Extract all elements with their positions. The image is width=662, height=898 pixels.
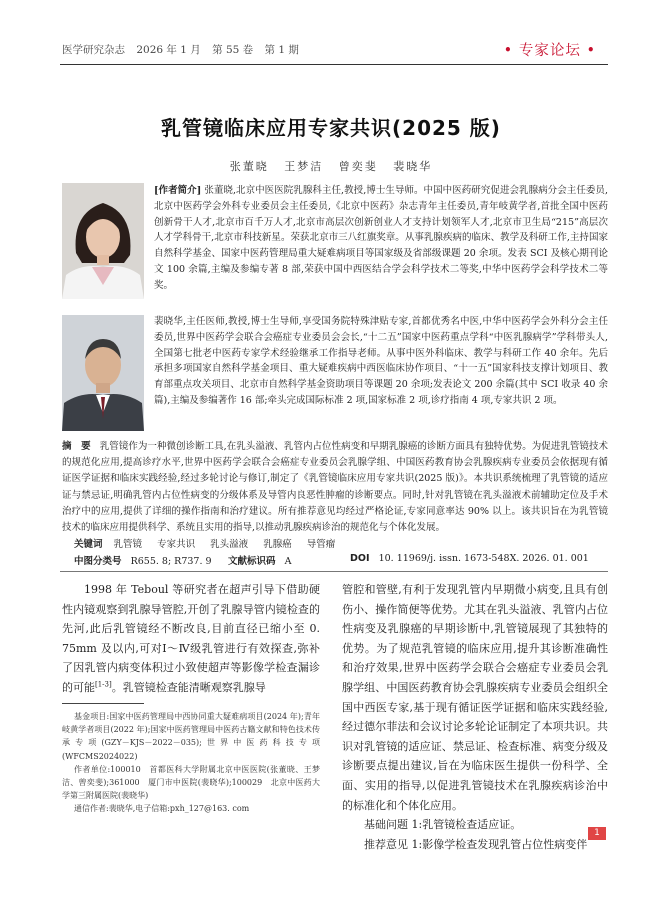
affiliation-note: 作者单位:100010 首都医科大学附属北京中医医院(张董晓、王梦洁、曾奕斐);361000 厦门市中医院(裴晓华);100029 北京中医药大学第三附属医院(裴晓华) (62, 764, 320, 801)
doc-code-value: A (284, 556, 292, 567)
bio-text: 裴晓华,主任医师,教授,博士生导师,享受国务院特殊津贴专家,首都优秀名中医,中华中医药学会外科分会主任委员,世界中医药学会联合会癌症专业委员会会长,“十二五”国家中医药重点学科“中医乳腺病学”学科带头人,全国第七批老中医药专家学术经验继承工作指导老师。从事中医外科临床、教学与科研工作 40 余年。先后承担多项国家自然科学基金项目、重大疑难疾病中西医临床协作项目、“十一五”国家科技支撑计划项目、教育部重点攻关项目、北京市自然科学基金资助项目等课题 20 余项;发表论文 200 余篇(其中 SCI 收录 40 余篇),主编及参编著作 16 部;牵头完成国际标准 2 项,国家标准 2 项,诊疗指南 4 项,专家共识 2 项。 (154, 316, 608, 406)
bio-label: [作者简介] (154, 185, 202, 196)
column-tag: • 专家论坛 • (503, 43, 596, 59)
journal-name: 医学研究杂志 (62, 44, 125, 56)
author-name: 张董晓 (229, 160, 269, 173)
keyword: 导管瘤 (306, 539, 336, 550)
doi-value: 10. 11969/j. issn. 1673-548X. 2026. 01. 001 (378, 553, 589, 564)
body-text: 。乳管镜检查能清晰观察乳腺导 (111, 680, 266, 694)
keyword: 乳头溢液 (210, 539, 249, 550)
issue-date: 2026 年 1 月 (136, 44, 201, 56)
abstract (62, 439, 608, 536)
abstract-label: 摘 要 (62, 441, 91, 452)
abstract-text: 乳管镜作为一种微创诊断工具,在乳头溢液、乳管内占位性病变和早期乳腺癌的诊断方面具有独特优势。为促进乳管镜技术的规范化应用,提高诊疗水平,世界中医药学会联合会癌症专业委员会乳腺学组、中国医药教育协会乳腺疾病专业委员会依据现有循证医学证据和临床实践经验,经过多轮讨论与修订,制定了《乳管镜临床应用专家共识(2025 版)》。本共识系统梳理了乳管镜的适应证与禁忌证,明确乳管内占位性病变的分级体系及导管内良恶性肿瘤的诊断要点。同时,针对乳管镜在乳头溢液术前辅助定位及手术治疗中的应用,提供了详细的操作指南和治疗建议。所有推荐意见均经过严格论证,专家同意率达 90% 以上。该共识旨在为乳管镜技术的临床应用提供科学、系统且实用的指导,以推动乳腺疾病诊治的规范化与个体化发展。 (62, 441, 608, 534)
author-bio-1 (154, 183, 608, 294)
clc-label: 中图分类号 (74, 556, 122, 567)
page-number: 1 (588, 827, 606, 840)
author-photo (62, 315, 144, 431)
doi-label: DOI (350, 553, 370, 564)
keyword: 专家共识 (157, 539, 196, 550)
running-header (62, 42, 307, 57)
article-title: 乳管镜临床应用专家共识(2025 版) (161, 116, 501, 140)
correspondence-note: 通信作者:裴晓华,电子信箱:pxh_127@163. com (74, 804, 250, 814)
body-column-right (342, 580, 608, 854)
keywords-line (74, 536, 608, 550)
body-text: 1998 年 Teboul 等研究者在超声引导下借助硬性内镜观察到乳腺导管腔,开创了乳腺导管内镜检查的先河,此后乳管镜经不断改良,目前直径已缩小至 0. 75mm 及以内,可对Ⅰ～Ⅳ级乳管进行有效探查,弥补了因乳管内病变体积过小致使超声等影像学检查漏诊的可能 (62, 583, 320, 694)
clc-value: R655. 8; R737. 9 (130, 556, 212, 567)
footnote-rule (62, 703, 144, 704)
basic-question: 基础问题 1:乳管镜检查适应证。 (364, 818, 522, 832)
body-paragraph (62, 580, 320, 698)
author-name: 裴晓华 (393, 160, 433, 173)
keyword: 乳管镜 (113, 539, 143, 550)
issue-number: 第 1 期 (264, 44, 299, 56)
section-rule (60, 571, 608, 572)
keywords-label: 关键词 (74, 539, 103, 550)
keyword: 乳腺癌 (263, 539, 292, 550)
author-name: 王梦洁 (284, 160, 324, 173)
recommendation: 推荐意见 1:影像学检查发现乳管占位性病变伴 (364, 837, 588, 851)
body-paragraph: 管腔和管壁,有利于发现乳管内早期微小病变,且具有创伤小、操作简便等优势。尤其在乳头溢液、乳管内占位性病变及乳腺癌的早期诊断中,乳管镜展现了其独特的优势。为了规范乳管镜的临床应用,提升其诊断准确性和治疗效果,世界中医药学会联合会癌症专业委员会乳腺学组、中国医药教育协会乳腺疾病专业委员会组织全国中西医专家,基于现有循证医学证据和临床实践经验,经过德尔菲法和会议讨论多轮论证制定了本项共识。共识对乳管镜的适应证、禁忌证、检查标准、病变分级及诊断要点提出建议,旨在为临床医生提供一份科学、全面、实用的指导,以促进乳管镜技术在乳腺疾病诊治中的标准化和个体化应用。 (342, 583, 608, 812)
volume: 第 55 卷 (212, 44, 254, 56)
author-bio-2 (154, 314, 608, 409)
footnotes (62, 710, 320, 816)
author-photo (62, 183, 144, 299)
header-rule (60, 64, 608, 65)
author-name: 曾奕斐 (338, 160, 378, 173)
funding-note: 基金项目:国家中医药管理局中西协同重大疑难病项目(2024 年);青年岐黄学者项目(2022 年);国家中医药管理局中医药古籍文献和特色技术传承专项(GZY－KJS－2022－035);世界中医药科技专项(WFCMS2024022) (62, 712, 320, 761)
author-line (0, 158, 662, 174)
bio-text: 张董晓,北京中医医院乳腺科主任,教授,博士生导师。中国中医药研究促进会乳腺病分会主任委员,北京中医药学会外科专业委员会主任委员,《北京中医药》杂志青年主任委员,青年岐黄学者,首批全国中医药创新骨干人才,北京市百千万人才,北京市高层次创新创业人才支持计划领军人才,北京市卫生局“215”高层次人才学科骨干,北京市科技新星。荣获北京市三八红旗奖章。从事乳腺疾病的临床、教学及科研工作,主持国家自然科学基金、国家中医药管理局重大疑难病项目等国家级及省部级课题 20 余项。发表 SCI 及核心期刊论文 100 余篇,主编及参编专著 8 部,荣获中国中西医结合学会科学技术二等奖,中华中医药学会科学技术二等奖。 (154, 185, 608, 291)
body-column-left (62, 580, 320, 698)
citation: [1-3] (95, 680, 112, 689)
doc-code-label: 文献标识码 (228, 556, 276, 567)
